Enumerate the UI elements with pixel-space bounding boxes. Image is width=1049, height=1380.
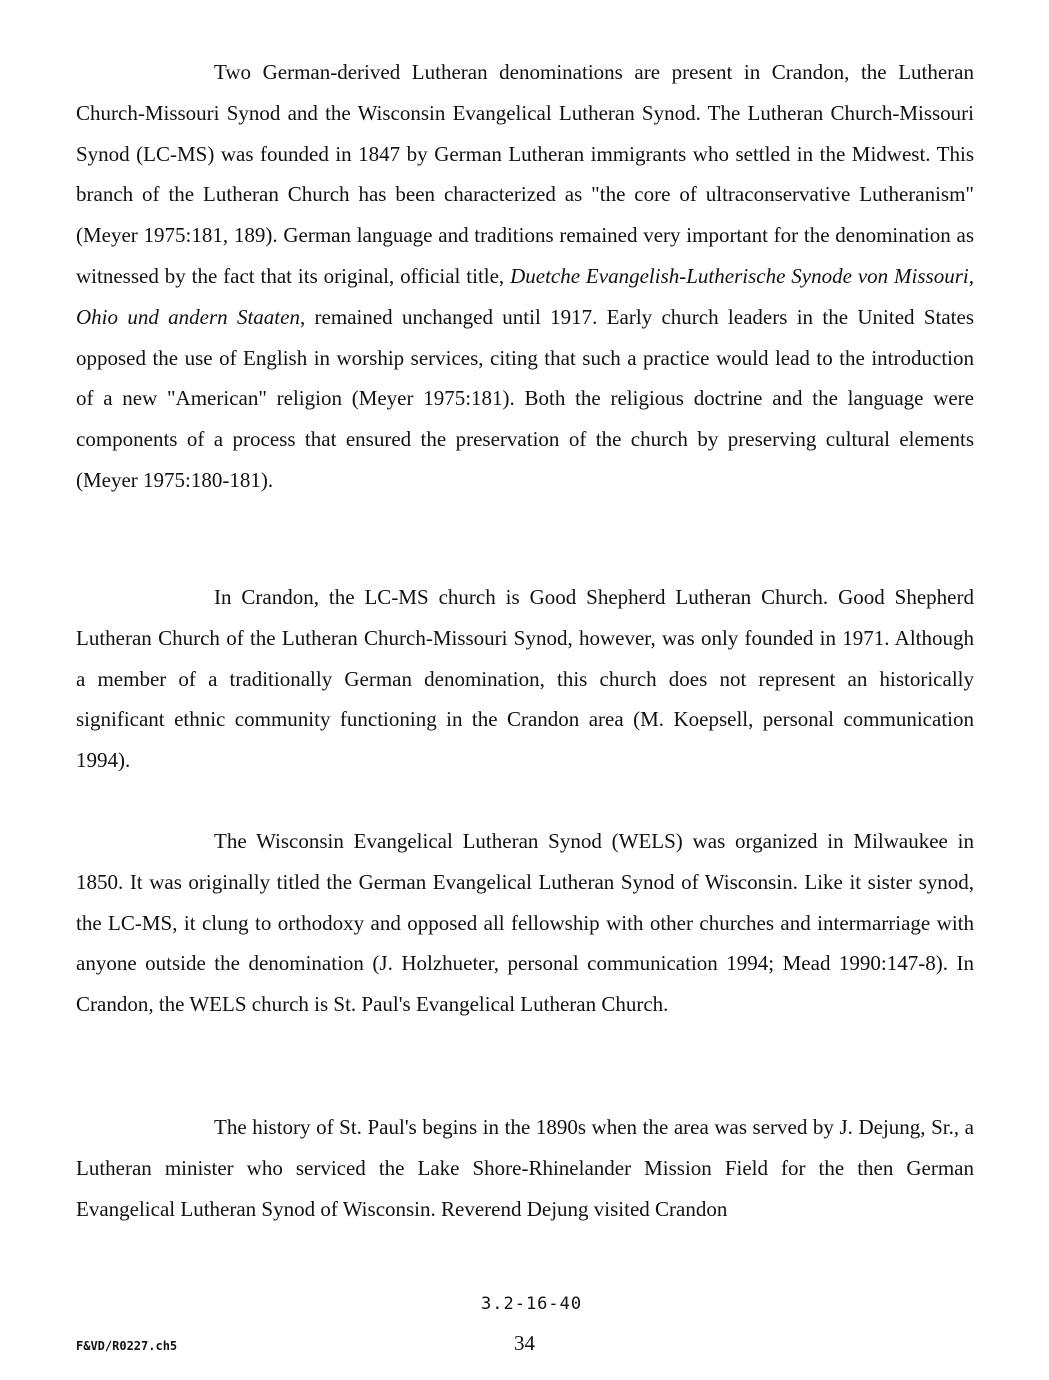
paragraph-text: In Crandon, the LC-MS church is Good Shepherd Lutheran Church. Good Shepherd Lutheran Church of the Lutheran Church-Missouri Synod, however, was only founded in 1971. Although a member of a traditionally German denomination, this church does not represent an historically significant ethnic community functioning in the Crandon area (M. Koepsell, personal communication 1994). (76, 585, 974, 773)
paragraph-wels (76, 821, 974, 1025)
document-code: 3.2-16-40 (481, 1294, 583, 1314)
paragraph-text: , remained unchanged until 1917. Early church leaders in the United States opposed the use of English in worship services, citing that such a practice would lead to the introduction of a new "American" religion (Meyer 1975:181). Both the religious doctrine and the language were components of a process that ensured the preservation of the church by preserving cultural elements (Meyer 1975:180-181). (76, 304, 974, 492)
paragraph-text: The history of St. Paul's begins in the 1890s when the area was served by J. Dejung, Sr., a Lutheran minister who serviced the Lake Shore-Rhinelander Mission Field for the then German Evangelical Lutheran Synod of Wisconsin. Reverend Dejung visited Crandon (76, 1115, 974, 1221)
page-number: 34 (514, 1331, 535, 1355)
paragraph-text: Two German-derived Lutheran denominations are present in Crandon, the Lutheran Church-Missouri Synod and the Wisconsin Evangelical Lutheran Synod. The Lutheran Church-Missouri Synod (LC-MS) was founded in 1847 by German Lutheran immigrants who settled in the Midwest. This branch of the Lutheran Church has been characterized as "the core of ultraconservative Lutheranism" (Meyer 1975:181, 189). German language and traditions remained very important for the denomination as witnessed by the fact that its original, official title, (76, 60, 974, 288)
synod-original-title: Duetche Evangelish-Lutherische Synode von Missouri, Ohio und andern Staaten (76, 263, 974, 329)
file-identifier: F&VD/R0227.ch5 (76, 1339, 178, 1353)
paragraph-good-shepherd (76, 577, 974, 781)
paragraph-text: The Wisconsin Evangelical Lutheran Synod (WELS) was organized in Milwaukee in 1850. It was originally titled the German Evangelical Lutheran Synod of Wisconsin. Like it sister synod, the LC-MS, it clung to orthodoxy and opposed all fellowship with other churches and intermarriage with anyone outside the denomination (J. Holzhueter, personal communication 1994; Mead 1990:147-8). In Crandon, the WELS church is St. Paul's Evangelical Lutheran Church. (76, 829, 974, 1017)
paragraph-lutheran-denominations (76, 52, 974, 501)
paragraph-st-pauls-history (76, 1107, 974, 1229)
